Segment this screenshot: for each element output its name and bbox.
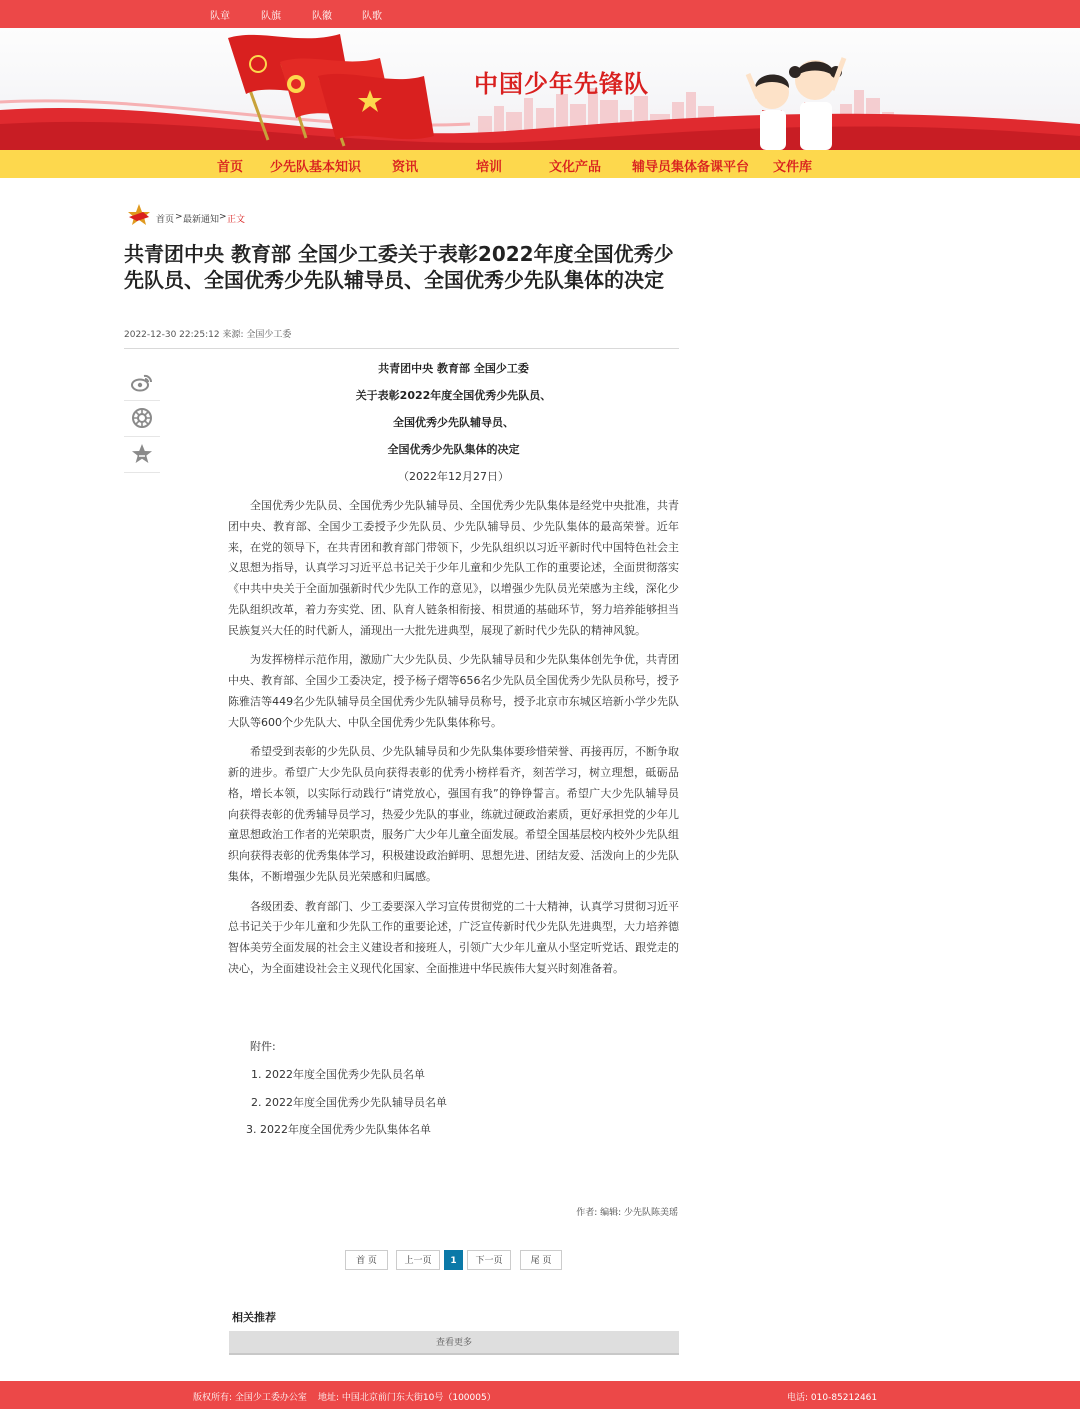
title-divider: [124, 348, 679, 349]
nav-culture[interactable]: 文化产品: [549, 160, 602, 175]
article-body: [228, 362, 679, 989]
top-link-bar: [0, 0, 1080, 28]
article-meta: 2022-12-30 22:25:12 来源: 全国少工委: [124, 330, 292, 340]
top-link-emblem[interactable]: 队徽: [312, 11, 332, 22]
young-pioneer-logo-icon: [127, 203, 151, 227]
share-moments-button[interactable]: [124, 401, 160, 437]
attachment-link-members[interactable]: 1. 2022年度全国优秀少先队员名单: [251, 1068, 425, 1081]
footer-address: 地址: 中国北京前门东大街10号（100005）: [318, 1393, 496, 1403]
site-banner: [0, 28, 1080, 150]
weibo-icon: [130, 370, 154, 394]
share-weibo-button[interactable]: [124, 365, 160, 401]
attachment-link-counselors[interactable]: 2. 2022年度全国优秀少先队辅导员名单: [251, 1096, 447, 1109]
nav-library[interactable]: 文件库: [773, 160, 813, 175]
top-link-flag[interactable]: 队旗: [261, 11, 281, 22]
wechat-moments-icon: [130, 406, 154, 430]
article-heading-line: 全国优秀少先队集体的决定: [387, 443, 520, 456]
nav-counselor-platform[interactable]: 辅导员集体备课平台: [632, 160, 750, 175]
nav-news[interactable]: 资讯: [392, 160, 419, 175]
site-footer: [0, 1381, 1080, 1409]
top-link-charter[interactable]: 队章: [210, 11, 230, 22]
article-heading-line: 关于表彰2022年度全国优秀少先队员、: [355, 389, 552, 402]
breadcrumb-separator: >: [219, 212, 227, 222]
top-link-song[interactable]: 队歌: [362, 11, 382, 22]
article-paragraph: 为发挥榜样示范作用，激励广大少先队员、少先队辅导员和少先队集体创先争优，共青团中央、教育部、全国少工委决定，授予杨子熠等656名少先队员全国优秀少先队员称号，授予陈雅洁等449名少先队辅导员全国优秀少先队辅导员称号，授予北京市东城区培新小学少先队大队等600个少先队大、中队全国优秀少先队集体称号。: [228, 653, 679, 729]
attachments-label: 附件:: [250, 1040, 276, 1053]
pager-first-button[interactable]: 首 页: [345, 1250, 388, 1270]
author-line: 作者: 编辑: 少先队陈美瑶: [576, 1208, 678, 1218]
pager-last-button[interactable]: 尾 页: [520, 1250, 562, 1270]
article-date: （2022年12月27日）: [398, 470, 509, 483]
favorite-button[interactable]: [124, 437, 160, 473]
pager-current-page[interactable]: 1: [444, 1250, 463, 1270]
main-nav: [0, 150, 1080, 178]
breadcrumb-separator: >: [175, 212, 183, 222]
related-title: 相关推荐: [232, 1311, 276, 1324]
attachment-link-collectives[interactable]: 3. 2022年度全国优秀少先队集体名单: [246, 1123, 431, 1136]
pager-next-button[interactable]: 下一页: [467, 1250, 511, 1270]
nav-training[interactable]: 培训: [476, 160, 503, 175]
article-paragraph: 希望受到表彰的少先队员、少先队辅导员和少先队集体要珍惜荣誉、再接再厉，不断争取新的进步。希望广大少先队员向获得表彰的优秀小榜样看齐，刻苦学习，树立理想，砥砺品格，增长本领，以实际行动践行“请党放心，强国有我”的铮铮誓言。希望广大少先队辅导员向获得表彰的优秀辅导员学习，热爱少先队的事业，练就过硬政治素质，更好承担党的少年儿童思想政治工作者的光荣职责，服务广大少年儿童全面发展。希望全国基层校内校外少先队组织向获得表彰的优秀集体学习，积极建设政治鲜明、思想先进、团结友爱、活泼向上的少先队集体，不断增强少先队员光荣感和归属感。: [228, 745, 679, 883]
banner-title: 中国少年先锋队: [474, 71, 649, 98]
article-heading-line: 共青团中央 教育部 全国少工委: [378, 362, 529, 375]
article-paragraph: 全国优秀少先队员、全国优秀少先队辅导员、全国优秀少先队集体是经党中央批准，共青团中央、教育部、全国少工委授予少先队员、少先队辅导员、少先队集体的最高荣誉。近年来，在党的领导下，在共青团和教育部门带领下，少先队组织以习近平新时代中国特色社会主义思想为指导，认真学习习近平总书记关于少年儿童和少先队工作的重要论述，全面贯彻落实《中共中央关于全面加强新时代少先队工作的意见》，以增强少先队员光荣感为主线，深化少先队组织改革，着力夯实党、团、队育人链条相衔接、相贯通的基础环节，努力培养能够担当民族复兴大任的时代新人，涌现出一大批先进典型，展现了新时代少先队的精神风貌。: [228, 499, 679, 637]
favorite-star-icon: [130, 442, 154, 466]
nav-basics[interactable]: 少先队基本知识: [270, 160, 362, 175]
article-paragraph: 各级团委、教育部门、少工委要深入学习宣传贯彻党的二十大精神，认真学习贯彻习近平总书记关于少年儿童和少先队工作的重要论述，广泛宣传新时代少先队先进典型，大力培养德智体美劳全面发展的社会主义建设者和接班人，引领广大少年儿童从小坚定听党话、跟党走的决心，为全面建设社会主义现代化国家、全面推进中华民族伟大复兴时刻准备着。: [228, 899, 679, 975]
pager-prev-button[interactable]: 上一页: [396, 1250, 440, 1270]
article-heading-line: 全国优秀少先队辅导员、: [393, 416, 514, 429]
view-more-button[interactable]: 查看更多: [229, 1331, 679, 1355]
footer-copyright: 版权所有: 全国少工委办公室: [193, 1393, 307, 1403]
page-title: 共青团中央 教育部 全国少工委关于表彰2022年度全国优秀少先队员、全国优秀少先队辅导员、全国优秀少先队集体的决定: [124, 242, 674, 292]
breadcrumb-section[interactable]: 最新通知: [183, 215, 220, 225]
footer-phone: 电话: 010-85212461: [787, 1393, 878, 1403]
share-toolbar: [124, 365, 160, 473]
breadcrumb-home[interactable]: 首页: [156, 215, 175, 225]
breadcrumb-current: 正文: [227, 215, 246, 225]
nav-home[interactable]: 首页: [217, 160, 244, 175]
